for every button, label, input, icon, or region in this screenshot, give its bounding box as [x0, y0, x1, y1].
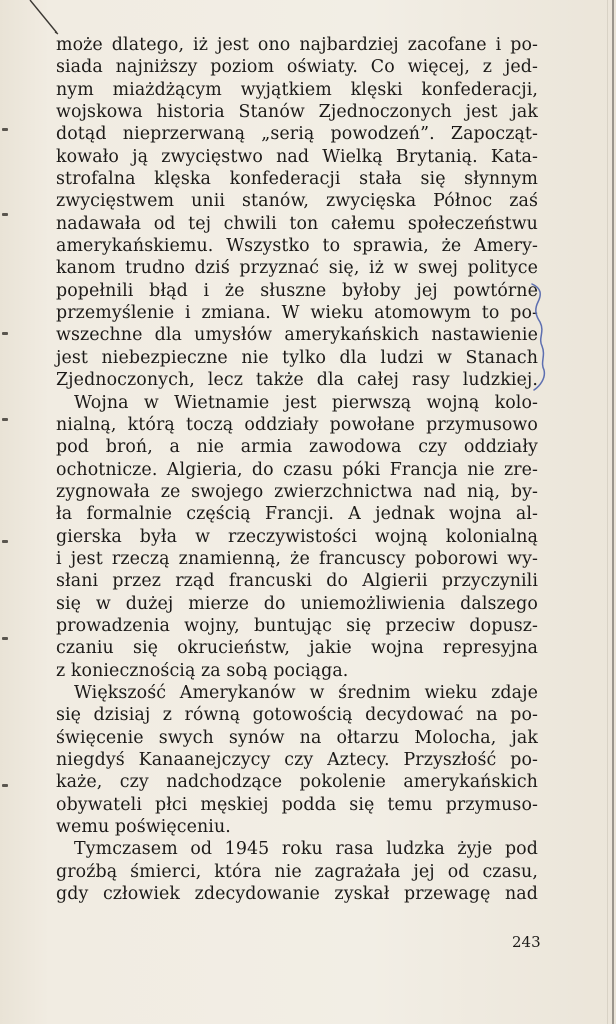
text-line: każe, czy nadchodzące pokolenie amerykańskich	[56, 772, 538, 793]
text-line: Tymczasem od 1945 roku rasa ludzka żyje pod	[74, 839, 538, 860]
text-line: groźbą śmierci, która nie zagrażała jej od czasu,	[56, 861, 538, 882]
text-line: zygnowała ze swojego zwierzchnictwa nad nią, by-	[56, 481, 538, 502]
page-edge-line	[612, 0, 614, 1024]
text-line: przemyślenie i zmiana. W wieku atomowym to po-	[56, 303, 538, 324]
paragraph-4	[56, 838, 538, 905]
page-number: 243	[512, 933, 541, 951]
page-binding-shadow	[607, 0, 608, 1024]
text-line: kanom trudno dziś przyznać się, iż w swej polityce	[56, 258, 538, 279]
margin-mark	[2, 418, 8, 421]
text-line: wojskowa historia Stanów Zjednoczonych jest jak	[56, 102, 538, 123]
text-line: gierska była w rzeczywistości wojną kolonialną	[56, 526, 538, 547]
text-line: nadawała od tej chwili ton całemu społeczeństwu	[56, 213, 538, 234]
text-line: się w dużej mierze do uniemożliwienia dalszego	[56, 593, 538, 614]
text-line: strofalna klęska konfederacji stała się słynnym	[56, 169, 538, 190]
text-line: zwycięstwem unii stanów, zwycięska Północ zaś	[56, 191, 538, 212]
text-line: Wojna w Wietnamie jest pierwszą wojną kolo-	[74, 392, 538, 413]
paragraph-1	[56, 34, 538, 392]
paragraph-2	[56, 392, 538, 682]
margin-mark	[2, 540, 8, 543]
text-line: prowadzenia wojny, buntując się przeciw dopusz-	[56, 615, 538, 636]
text-line: i jest rzeczą znamienną, że francuscy poborowi wy-	[56, 548, 538, 569]
text-line: siada najniższy poziom oświaty. Co więcej, z jed-	[56, 57, 538, 78]
text-line: gdy człowiek zdecydowanie zyskał przewagę nad	[56, 884, 538, 905]
margin-mark	[2, 784, 8, 787]
text-line: słani przez rząd francuski do Algierii przyczynili	[56, 571, 538, 592]
text-line: z koniecznością za sobą pociąga.	[56, 660, 349, 681]
text-line: może dlatego, iż jest ono najbardziej zacofane i po-	[56, 35, 538, 55]
pencil-margin-bracket	[528, 282, 548, 392]
text-line: kowało ją zwycięstwo nad Wielką Brytanią. Kata-	[56, 146, 538, 167]
paragraph-3	[56, 682, 538, 838]
text-line: obywateli płci męskiej podda się temu przymuso-	[56, 794, 538, 815]
text-line: ochotnicze. Algieria, do czasu póki Francja nie zre-	[56, 459, 538, 480]
text-line: czaniu się okrucieństw, jakie wojna represyjna	[56, 638, 538, 659]
text-line: wszechne dla umysłów amerykańskich nastawienie	[56, 325, 538, 346]
margin-mark	[2, 637, 8, 640]
text-line: pod broń, a nie armia zawodowa czy oddziały	[56, 437, 538, 458]
text-line: Zjednoczonych, lecz także dla całej rasy ludzkiej.	[56, 370, 538, 391]
text-line: ła formalnie częścią Francji. A jednak wojna al-	[56, 504, 538, 525]
margin-mark	[2, 213, 8, 216]
text-line: popełnili błąd i że słuszne byłoby jej powtórne	[56, 280, 538, 301]
margin-mark	[2, 128, 8, 131]
text-line: jest niebezpieczne nie tylko dla ludzi w Stanach	[56, 347, 538, 368]
text-line: się dzisiaj z równą gotowością decydować na po-	[56, 705, 538, 726]
text-line: nym miażdżącym wyjątkiem klęski konfederacji,	[56, 79, 538, 100]
margin-mark	[2, 332, 8, 335]
text-line: niegdyś Kanaanejczycy czy Aztecy. Przyszłość po-	[56, 750, 538, 770]
text-line: Większość Amerykanów w średnim wieku zdaje	[74, 682, 538, 703]
body-text	[56, 34, 538, 905]
text-line: nialną, którą toczą oddziały powołane przymusowo	[56, 414, 538, 435]
text-line: święcenie swych synów na ołtarzu Molocha, jak	[56, 727, 538, 748]
corner-fold-mark	[0, 0, 60, 60]
text-line: amerykańskiemu. Wszystko to sprawia, że Amery-	[56, 236, 538, 257]
text-line: wemu poświęceniu.	[56, 817, 231, 838]
text-line: dotąd nieprzerwaną „serią powodzeń”. Zapocząt-	[56, 124, 538, 145]
